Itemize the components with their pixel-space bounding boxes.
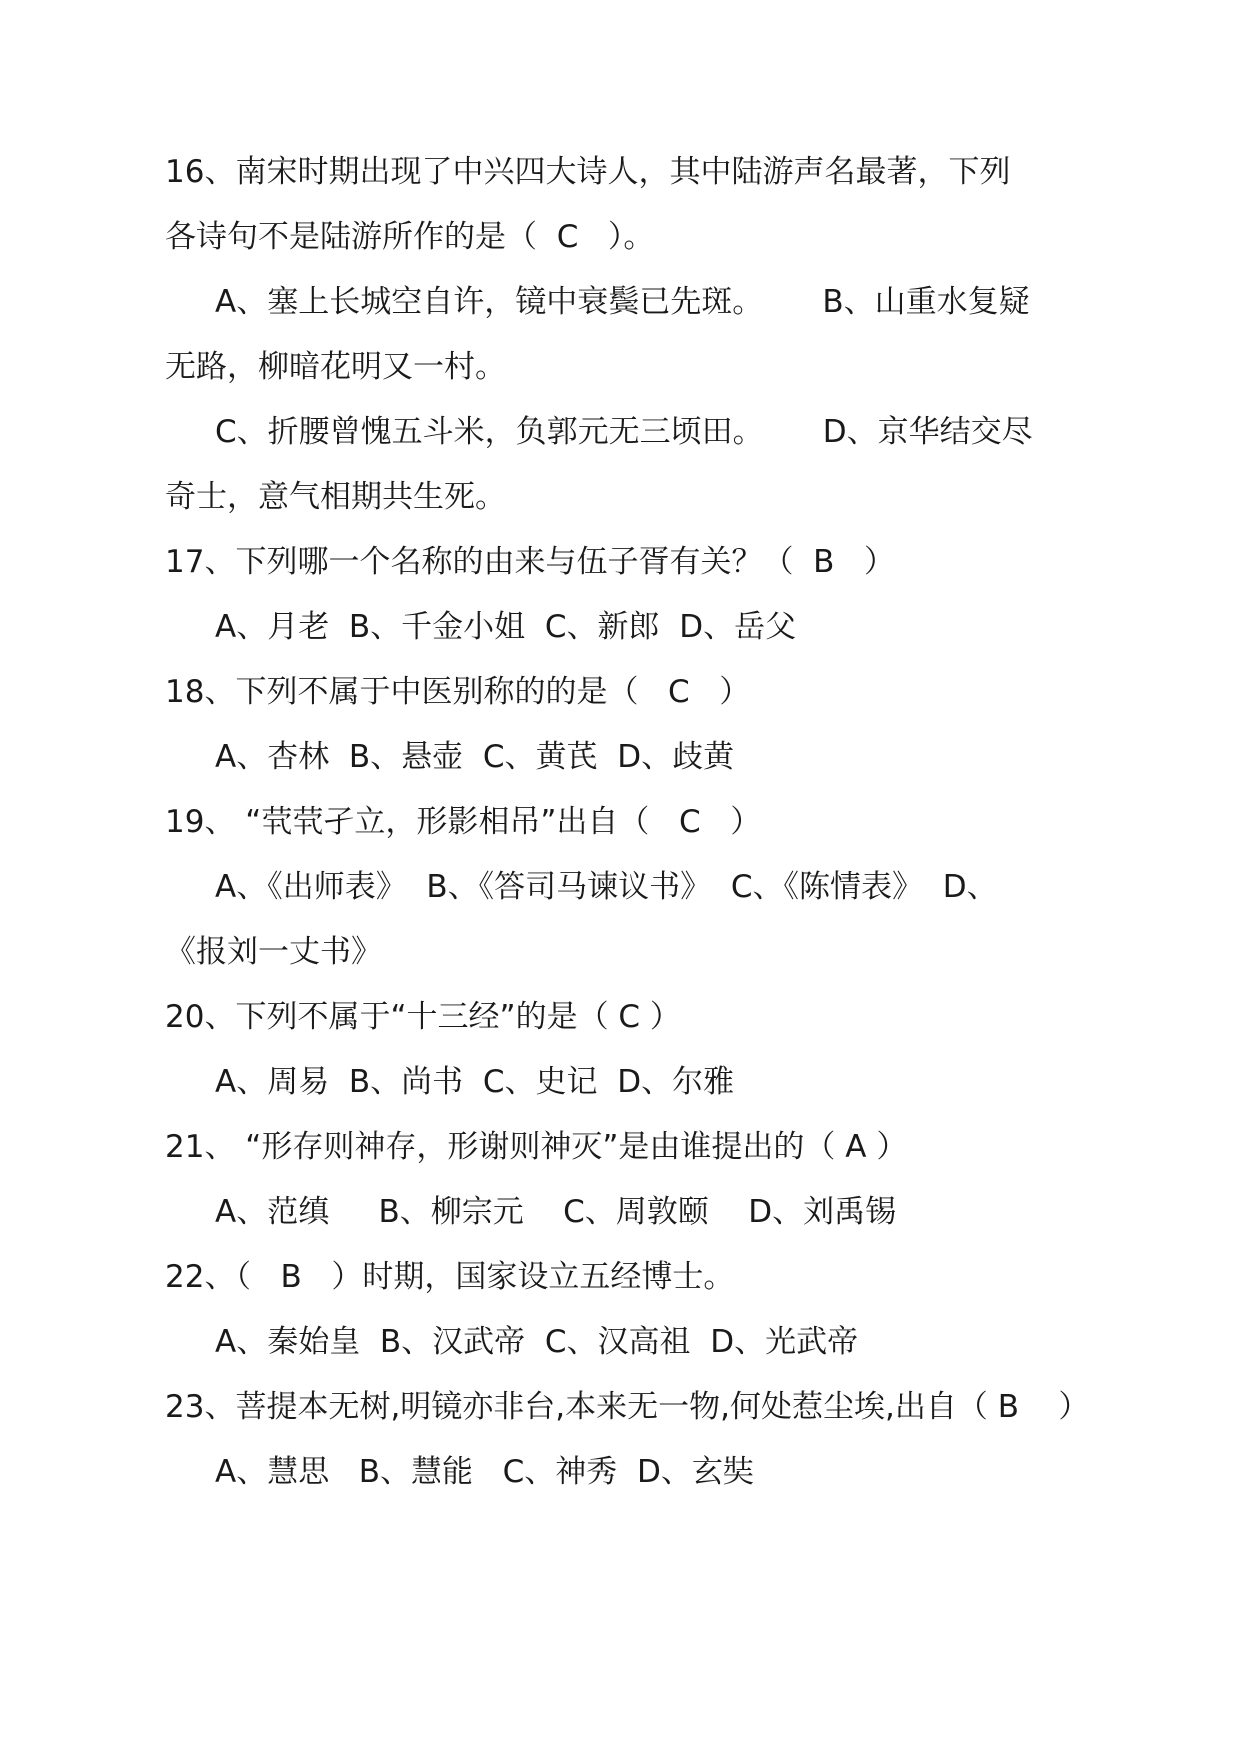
question-23-line-1: 23、菩提本无树,明镜亦非台,本来无一物,何处惹尘埃,出自（ B ）	[165, 1389, 1090, 1425]
question-16-options-line-1: A、塞上长城空自许，镜中衰鬓已先斑。 B、山重水复疑	[215, 284, 1030, 320]
question-21-line-1: 21、 “形存则神存，形谢则神灭”是由谁提出的（ A ）	[165, 1129, 908, 1165]
question-16-line-2: 各诗句不是陆游所作的是（ C ）。	[165, 219, 655, 255]
question-23-options: A、慧思 B、慧能 C、神秀 D、玄奘	[215, 1454, 754, 1490]
question-18-options: A、杏林 B、悬壶 C、黄芪 D、歧黄	[215, 739, 735, 775]
question-19-line-1: 19、 “茕茕孑立，形影相吊”出自（ C ）	[165, 804, 762, 840]
question-17-line-1: 17、下列哪一个名称的由来与伍子胥有关？（ B ）	[165, 544, 895, 580]
question-16-options-line-2: 无路，柳暗花明又一村。	[165, 349, 506, 385]
question-22-options: A、秦始皇 B、汉武帝 C、汉高祖 D、光武帝	[215, 1324, 859, 1360]
question-16-options-line-4: 奇士，意气相期共生死。	[165, 479, 506, 515]
question-20-options: A、周易 B、尚书 C、史记 D、尔雅	[215, 1064, 735, 1100]
question-19-options-line-2: 《报刘一丈书》	[165, 934, 382, 970]
question-18-line-1: 18、下列不属于中医别称的的是（ C ）	[165, 674, 751, 710]
question-21-options: A、范缜 B、柳宗元 C、周敦颐 D、刘禹锡	[215, 1194, 897, 1230]
question-list	[165, 140, 1105, 1505]
question-22-line-1: 22、（ B ）时期，国家设立五经博士。	[165, 1259, 735, 1295]
question-16-line-1: 16、南宋时期出现了中兴四大诗人，其中陆游声名最著，下列	[165, 154, 1011, 190]
question-16-options-line-3: C、折腰曾愧五斗米，负郭元无三顷田。 D、京华结交尽	[215, 414, 1033, 450]
question-20-line-1: 20、下列不属于“十三经”的是（ C ）	[165, 999, 681, 1035]
question-19-options-line-1: A、《出师表》 B、《答司马谏议书》 C、《陈情表》 D、	[215, 869, 998, 905]
question-17-options: A、月老 B、千金小姐 C、新郎 D、岳父	[215, 609, 797, 645]
